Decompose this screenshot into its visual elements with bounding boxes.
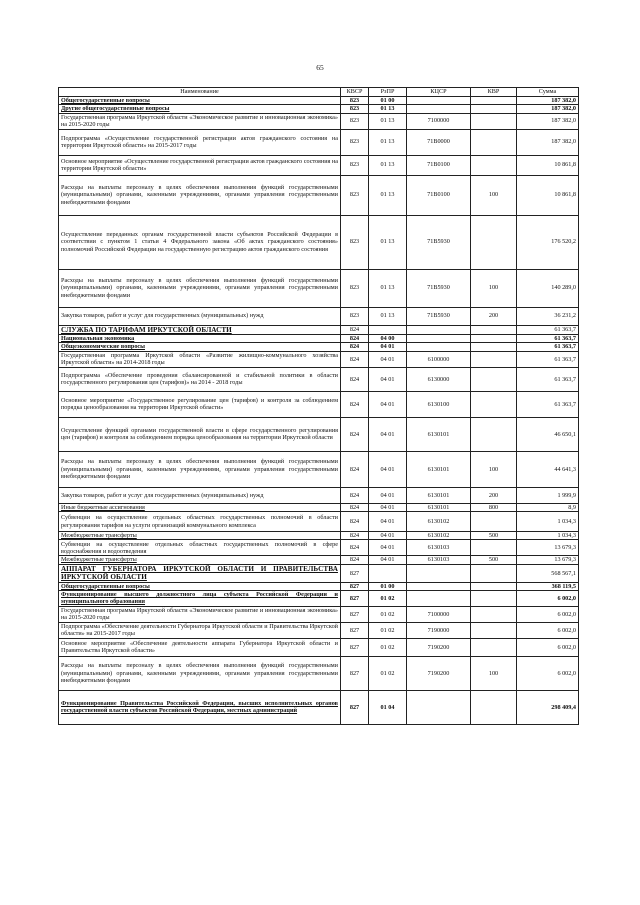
table-row — [59, 590, 579, 606]
cell-kvr: 100 — [471, 656, 517, 690]
cell-name: Функционирование Правительства Российской Федерации, высших исполнительных органов государственной власти субъектов Российской Федерации, местных администраций — [59, 690, 341, 724]
cell-rzpr: 04 01 — [369, 532, 407, 540]
cell-kvr — [471, 215, 517, 269]
table-row — [59, 582, 579, 590]
cell-name: Закупка товаров, работ и услуг для государственных (муниципальных) нужд — [59, 307, 341, 325]
cell-kvsr: 824 — [341, 451, 369, 487]
cell-kcsr: 6130100 — [407, 391, 471, 417]
cell-kvr — [471, 343, 517, 351]
cell-kvsr: 824 — [341, 503, 369, 511]
cell-kvr — [471, 367, 517, 391]
cell-kcsr — [407, 97, 471, 105]
header-kvsr: КВСР — [341, 88, 369, 97]
cell-kvsr: 824 — [341, 343, 369, 351]
cell-rzpr — [369, 564, 407, 582]
cell-kvsr: 823 — [341, 269, 369, 307]
cell-kcsr — [407, 690, 471, 724]
table-row — [59, 335, 579, 343]
cell-kcsr: 6130101 — [407, 503, 471, 511]
table-row — [59, 105, 579, 113]
header-sum: Сумма — [517, 88, 579, 97]
table-row — [59, 451, 579, 487]
cell-kvr: 500 — [471, 556, 517, 564]
cell-kvr — [471, 129, 517, 155]
cell-kvr — [471, 351, 517, 367]
table-row — [59, 97, 579, 105]
cell-rzpr: 01 02 — [369, 638, 407, 656]
cell-kvr — [471, 335, 517, 343]
cell-rzpr: 01 13 — [369, 269, 407, 307]
cell-rzpr: 01 00 — [369, 582, 407, 590]
cell-kvsr: 823 — [341, 307, 369, 325]
table-row — [59, 622, 579, 638]
cell-kcsr: 71В5930 — [407, 307, 471, 325]
cell-name: Межбюджетные трансферты — [59, 532, 341, 540]
page-number: 65 — [316, 63, 324, 72]
cell-sum: 61 363,7 — [517, 391, 579, 417]
cell-kcsr — [407, 564, 471, 582]
cell-name: Иные бюджетные ассигнования — [59, 503, 341, 511]
cell-kvr — [471, 105, 517, 113]
header-kcsr: КЦСР — [407, 88, 471, 97]
cell-rzpr: 01 13 — [369, 155, 407, 175]
cell-name: Расходы на выплаты персоналу в целях обеспечения выполнения функций государственными (муниципальными) органами, казенными учреждениями, органами управления государственными внебюджетными фондами — [59, 269, 341, 307]
cell-kvsr: 823 — [341, 113, 369, 129]
cell-kvsr: 827 — [341, 564, 369, 582]
cell-rzpr: 01 02 — [369, 606, 407, 622]
cell-kvsr: 824 — [341, 391, 369, 417]
cell-name: Субвенции на осуществление отдельных областных государственных полномочий в области регулирования тарифов на услуги организаций коммунального комплекса — [59, 512, 341, 532]
cell-kcsr: 6130102 — [407, 512, 471, 532]
cell-name: Функционирование высшего должностного лица субъекта Российской Федерации и муниципального образования — [59, 590, 341, 606]
cell-kvsr: 827 — [341, 690, 369, 724]
cell-kvsr: 824 — [341, 556, 369, 564]
cell-kvr — [471, 582, 517, 590]
header-rzpr: РзПР — [369, 88, 407, 97]
table-row — [59, 512, 579, 532]
cell-sum: 61 363,7 — [517, 335, 579, 343]
cell-sum: 6 002,0 — [517, 622, 579, 638]
cell-kcsr — [407, 335, 471, 343]
cell-kvr: 100 — [471, 269, 517, 307]
cell-kcsr: 7190200 — [407, 656, 471, 690]
cell-sum: 1 999,9 — [517, 487, 579, 503]
cell-name: Межбюджетные трансферты — [59, 556, 341, 564]
cell-rzpr: 04 01 — [369, 343, 407, 351]
cell-kvsr: 824 — [341, 367, 369, 391]
cell-kvr: 200 — [471, 487, 517, 503]
cell-kvsr: 827 — [341, 582, 369, 590]
cell-rzpr: 04 01 — [369, 487, 407, 503]
cell-rzpr: 01 13 — [369, 129, 407, 155]
cell-kvr — [471, 417, 517, 451]
cell-sum: 61 363,7 — [517, 343, 579, 351]
cell-sum: 187 382,0 — [517, 129, 579, 155]
cell-sum: 187 382,0 — [517, 105, 579, 113]
cell-kvsr: 823 — [341, 105, 369, 113]
cell-rzpr: 04 01 — [369, 540, 407, 556]
cell-kvsr: 827 — [341, 656, 369, 690]
cell-kcsr — [407, 590, 471, 606]
cell-kvr — [471, 622, 517, 638]
cell-kvr — [471, 638, 517, 656]
cell-kcsr: 6130102 — [407, 532, 471, 540]
cell-name: Осуществление переданных органам государственной власти субъектов Российской Федерации в соответствии с пунктом 1 статьи 4 Федерального закона «Об актах гражданского состояния» полномочий Российской Федерации на государственную регистрацию актов гражданского состояния — [59, 215, 341, 269]
cell-kvr: 500 — [471, 532, 517, 540]
cell-kcsr: 71В0100 — [407, 155, 471, 175]
cell-sum: 6 002,0 — [517, 606, 579, 622]
cell-name: Государственная программа Иркутской области «Экономическое развитие и инновационная экономика» на 2015-2020 годы — [59, 606, 341, 622]
table-row — [59, 532, 579, 540]
cell-kvsr: 827 — [341, 606, 369, 622]
cell-kvsr: 823 — [341, 129, 369, 155]
cell-rzpr: 04 01 — [369, 351, 407, 367]
cell-name: АППАРАТ ГУБЕРНАТОРА ИРКУТСКОЙ ОБЛАСТИ И ПРАВИТЕЛЬСТВА ИРКУТСКОЙ ОБЛАСТИ — [59, 564, 341, 582]
cell-kvsr: 823 — [341, 215, 369, 269]
cell-sum: 6 002,0 — [517, 638, 579, 656]
cell-kvr — [471, 155, 517, 175]
table-row — [59, 351, 579, 367]
table-row — [59, 540, 579, 556]
cell-rzpr: 01 04 — [369, 690, 407, 724]
cell-kcsr: 6130101 — [407, 487, 471, 503]
cell-rzpr: 01 13 — [369, 215, 407, 269]
cell-name: Основное мероприятие «Осуществление государственной регистрации актов гражданского состояния на территории Иркутской области» — [59, 155, 341, 175]
cell-rzpr — [369, 325, 407, 334]
table-row — [59, 656, 579, 690]
table-row — [59, 690, 579, 724]
cell-name: Расходы на выплаты персоналу в целях обеспечения выполнения функций государственными (муниципальными) органами, казенными учреждениями, органами управления государственными внебюджетными фондами — [59, 451, 341, 487]
cell-rzpr: 01 13 — [369, 175, 407, 215]
cell-sum: 44 641,3 — [517, 451, 579, 487]
cell-kvr — [471, 540, 517, 556]
cell-name: Подпрограмма «Обеспечение проведения сбалансированной и стабильной политики в области государственного регулирования цен (тарифов)» на 2014 - 2018 годы — [59, 367, 341, 391]
cell-name: Осуществление функций органами государственной власти в сфере государственного регулирования цен (тарифов) и контроля за соблюдением порядка ценообразования на территории Иркутской области — [59, 417, 341, 451]
cell-rzpr: 04 01 — [369, 391, 407, 417]
cell-sum: 1 034,3 — [517, 532, 579, 540]
cell-rzpr: 01 02 — [369, 590, 407, 606]
cell-kvr: 800 — [471, 503, 517, 511]
table-row — [59, 487, 579, 503]
cell-rzpr: 01 02 — [369, 656, 407, 690]
cell-kcsr — [407, 325, 471, 334]
cell-rzpr: 04 01 — [369, 367, 407, 391]
table-row — [59, 155, 579, 175]
cell-sum: 46 650,1 — [517, 417, 579, 451]
cell-name: Субвенции на осуществление отдельных областных государственных полномочий в сфере водоснабжения и водоотведения — [59, 540, 341, 556]
cell-kvsr: 827 — [341, 622, 369, 638]
cell-name: Общеэкономические вопросы — [59, 343, 341, 351]
cell-kvsr: 827 — [341, 638, 369, 656]
table-row — [59, 175, 579, 215]
cell-kcsr: 71В0000 — [407, 129, 471, 155]
cell-kvsr: 823 — [341, 175, 369, 215]
cell-sum: 298 409,4 — [517, 690, 579, 724]
cell-name: Подпрограмма «Осуществление государственной регистрации актов гражданского состояния на территории Иркутской области» на 2015-2017 годы — [59, 129, 341, 155]
cell-rzpr: 01 00 — [369, 97, 407, 105]
table-row — [59, 556, 579, 564]
cell-sum: 176 520,2 — [517, 215, 579, 269]
cell-kvr: 100 — [471, 175, 517, 215]
cell-sum: 61 363,7 — [517, 351, 579, 367]
cell-sum: 13 679,3 — [517, 540, 579, 556]
cell-sum: 10 861,8 — [517, 155, 579, 175]
cell-kcsr: 7190200 — [407, 638, 471, 656]
cell-sum: 1 034,3 — [517, 512, 579, 532]
cell-rzpr: 01 13 — [369, 105, 407, 113]
cell-kvr — [471, 391, 517, 417]
cell-kcsr: 71В5930 — [407, 215, 471, 269]
cell-kvsr: 824 — [341, 351, 369, 367]
cell-kcsr: 6130103 — [407, 540, 471, 556]
table-row — [59, 391, 579, 417]
cell-name: Государственная программа Иркутской области «Развитие жилищно-коммунального хозяйства Иркутской области» на 2014-2018 годы — [59, 351, 341, 367]
cell-kvsr: 827 — [341, 590, 369, 606]
cell-name: Подпрограмма «Обеспечение деятельности Губернатора Иркутской области и Правительства Иркутской области» на 2015-2017 годы — [59, 622, 341, 638]
cell-kcsr — [407, 582, 471, 590]
cell-kvr: 200 — [471, 307, 517, 325]
cell-kvr — [471, 97, 517, 105]
cell-kcsr: 71В5930 — [407, 269, 471, 307]
table-header-row — [59, 88, 579, 97]
cell-kcsr — [407, 343, 471, 351]
cell-name: Общегосударственные вопросы — [59, 582, 341, 590]
cell-kcsr: 7190000 — [407, 622, 471, 638]
cell-kvr — [471, 564, 517, 582]
table-row — [59, 215, 579, 269]
table-row — [59, 564, 579, 582]
cell-kvr — [471, 590, 517, 606]
cell-kvsr: 824 — [341, 335, 369, 343]
table-row — [59, 503, 579, 511]
cell-sum: 6 002,0 — [517, 656, 579, 690]
cell-sum: 13 679,3 — [517, 556, 579, 564]
cell-kvsr: 823 — [341, 155, 369, 175]
cell-kcsr: 7100000 — [407, 606, 471, 622]
cell-kvsr: 824 — [341, 540, 369, 556]
cell-rzpr: 01 13 — [369, 113, 407, 129]
table-row — [59, 417, 579, 451]
cell-kvsr: 824 — [341, 487, 369, 503]
cell-sum: 368 119,5 — [517, 582, 579, 590]
cell-kcsr: 6130000 — [407, 367, 471, 391]
table-row — [59, 343, 579, 351]
cell-name: Государственная программа Иркутской области «Экономическое развитие и инновационная экономика» на 2015-2020 годы — [59, 113, 341, 129]
cell-name: Расходы на выплаты персоналу в целях обеспечения выполнения функций государственными (муниципальными) органами, казенными учреждениями, органами управления государственными внебюджетными фондами — [59, 175, 341, 215]
cell-rzpr: 04 01 — [369, 556, 407, 564]
cell-kvsr: 824 — [341, 512, 369, 532]
cell-name: Расходы на выплаты персоналу в целях обеспечения выполнения функций государственными (муниципальными) органами, казенными учреждениями, органами управления государственными внебюджетными фондами — [59, 656, 341, 690]
table-row — [59, 367, 579, 391]
cell-name: Другие общегосударственные вопросы — [59, 105, 341, 113]
table-row — [59, 638, 579, 656]
cell-rzpr: 04 01 — [369, 512, 407, 532]
cell-kvr — [471, 113, 517, 129]
cell-name: СЛУЖБА ПО ТАРИФАМ ИРКУТСКОЙ ОБЛАСТИ — [59, 325, 341, 334]
cell-kcsr: 71В0100 — [407, 175, 471, 215]
cell-rzpr: 04 00 — [369, 335, 407, 343]
cell-kcsr: 6100000 — [407, 351, 471, 367]
cell-kvr — [471, 690, 517, 724]
cell-kvr — [471, 606, 517, 622]
cell-kvsr: 824 — [341, 532, 369, 540]
cell-name: Национальная экономика — [59, 335, 341, 343]
cell-kvsr: 824 — [341, 417, 369, 451]
cell-rzpr: 04 01 — [369, 451, 407, 487]
cell-kvsr: 823 — [341, 97, 369, 105]
table-row — [59, 606, 579, 622]
cell-kvr: 100 — [471, 451, 517, 487]
cell-kvr — [471, 325, 517, 334]
cell-kvsr: 824 — [341, 325, 369, 334]
cell-sum: 61 363,7 — [517, 367, 579, 391]
cell-sum: 187 382,0 — [517, 97, 579, 105]
cell-name: Основное мероприятие «Обеспечение деятельности аппарата Губернатора Иркутской области и Правительства Иркутской области» — [59, 638, 341, 656]
cell-kcsr: 6130103 — [407, 556, 471, 564]
table-row — [59, 269, 579, 307]
cell-rzpr: 01 13 — [369, 307, 407, 325]
table-row — [59, 129, 579, 155]
cell-sum: 187 382,0 — [517, 113, 579, 129]
header-kvr: КВР — [471, 88, 517, 97]
table-row — [59, 113, 579, 129]
cell-rzpr: 04 01 — [369, 417, 407, 451]
cell-kcsr: 7100000 — [407, 113, 471, 129]
cell-rzpr: 01 02 — [369, 622, 407, 638]
cell-sum: 568 567,1 — [517, 564, 579, 582]
table-row — [59, 325, 579, 334]
header-name: Наименование — [59, 88, 341, 97]
cell-name: Общегосударственные вопросы — [59, 97, 341, 105]
budget-table — [58, 87, 579, 725]
cell-sum: 8,9 — [517, 503, 579, 511]
cell-sum: 140 289,0 — [517, 269, 579, 307]
cell-kcsr: 6130101 — [407, 451, 471, 487]
cell-kvr — [471, 512, 517, 532]
cell-sum: 61 363,7 — [517, 325, 579, 334]
cell-name: Закупка товаров, работ и услуг для государственных (муниципальных) нужд — [59, 487, 341, 503]
cell-rzpr: 04 01 — [369, 503, 407, 511]
cell-kcsr — [407, 105, 471, 113]
cell-sum: 36 231,2 — [517, 307, 579, 325]
cell-name: Основное мероприятие «Государственное регулирование цен (тарифов) и контроля за соблюдением порядка ценообразования на территории Иркутской области» — [59, 391, 341, 417]
table-row — [59, 307, 579, 325]
cell-sum: 10 861,8 — [517, 175, 579, 215]
cell-kcsr: 6130101 — [407, 417, 471, 451]
cell-sum: 6 002,0 — [517, 590, 579, 606]
